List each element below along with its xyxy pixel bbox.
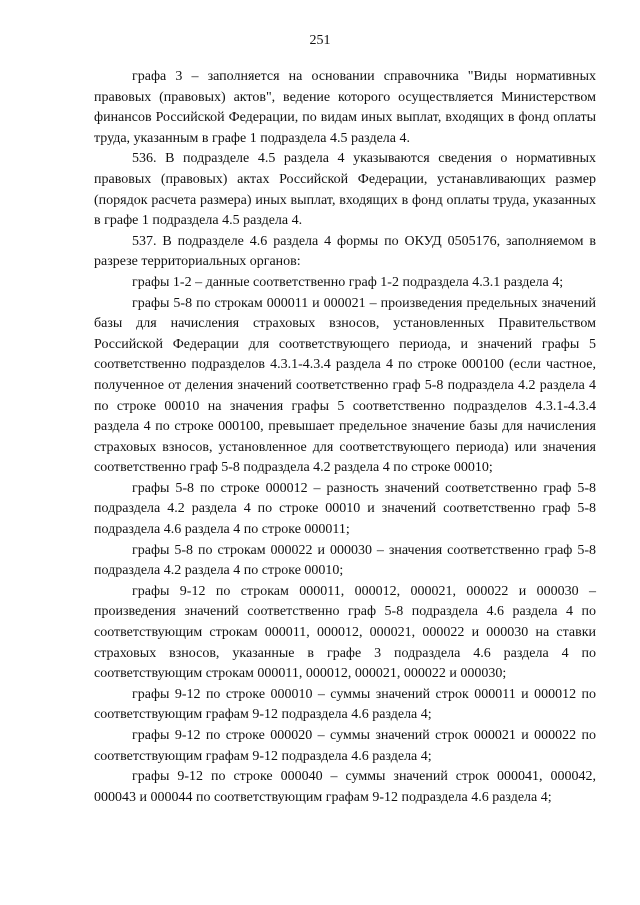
paragraph-537: 537. В подразделе 4.6 раздела 4 формы по ОКУД 0505176, заполняемом в разрезе территориальных органов:: [94, 233, 596, 270]
paragraph-grafy-9-12-multiple: графы 9-12 по строкам 000011, 000012, 000021, 000022 и 000030 – произведения значений соответственно граф 5-8 подраздела 4.6 раздела 4 по соответствующим строкам 000011, 000012, 000021, 000022 и 000030 на ставки страховых взносов, указанные в графе 3 подраздела 4.6 раздела 4 по соответствующим строкам 000011, 000012, 000021, 000022 и 000030;: [94, 583, 596, 682]
page-number: 251: [309, 33, 331, 48]
document-body: [94, 67, 596, 808]
paragraph-grafy-9-12-000020: графы 9-12 по строке 000020 – суммы значений строк 000021 и 000022 по соответствующим графам 9-12 подраздела 4.6 раздела 4;: [94, 728, 596, 764]
paragraph-grafy-5-8-000022-000030: графы 5-8 по строкам 000022 и 000030 – значения соответственно граф 5-8 подраздела 4.2 раздела 4 по строке 00010;: [94, 542, 596, 579]
paragraph-grafy-5-8-000012: графы 5-8 по строке 000012 – разность значений соответственно граф 5-8 подраздела 4.2 раздела 4 по строке 00010 и значений соответственно граф 5-8 подраздела 4.6 раздела 4 по строке 000011;: [94, 480, 596, 538]
paragraph-grafy-9-12-000040: графы 9-12 по строке 000040 – суммы значений строк 000041, 000042, 000043 и 000044 по соответствующим графам 9-12 подраздела 4.6 раздела 4;: [94, 769, 596, 805]
paragraph-grafy-1-2: графы 1-2 – данные соответственно граф 1-2 подраздела 4.3.1 раздела 4;: [132, 274, 564, 290]
paragraph-536: 536. В подразделе 4.5 раздела 4 указываются сведения о нормативных правовых (правовых) актах Российской Федерации, устанавливающих размер (порядок расчета размера) иных выплат, входящих в фонд оплаты труда, указанных в графе 1 подраздела 4.5 раздела 4.: [94, 151, 596, 229]
paragraph-grafy-9-12-000010: графы 9-12 по строке 000010 – суммы значений строк 000011 и 000012 по соответствующим графам 9-12 подраздела 4.6 раздела 4;: [94, 686, 596, 723]
paragraph-grafy-5-8-000011-000021: графы 5-8 по строкам 000011 и 000021 – произведения предельных значений базы для начисления страховых взносов, установленных Правительством Российской Федерации для соответствующего периода, и значений графы 5 соответственно подразделов 4.3.1-4.3.4 раздела 4 по строке 000100 (если частное, полученное от деления значений соответственно граф 5-8 подраздела 4.2 раздела 4 по строке 00010 на значения графы 5 соответственно подразделов 4.3.1-4.3.4 раздела 4 по строке 000100, превышает предельное значение базы для начисления страховых взносов, установленное для соответствующего периода) или значения соответственно граф 5-8 подраздела 4.2 раздела 4 по строке 00010;: [94, 295, 596, 476]
paragraph-grafa-3: графа 3 – заполняется на основании справочника "Виды нормативных правовых (правовых) актов", ведение которого осуществляется Министерством финансов Российской Федерации, по видам иных выплат, входящих в фонд оплаты труда, указанным в графе 1 подраздела 4.5 раздела 4.: [94, 69, 596, 146]
